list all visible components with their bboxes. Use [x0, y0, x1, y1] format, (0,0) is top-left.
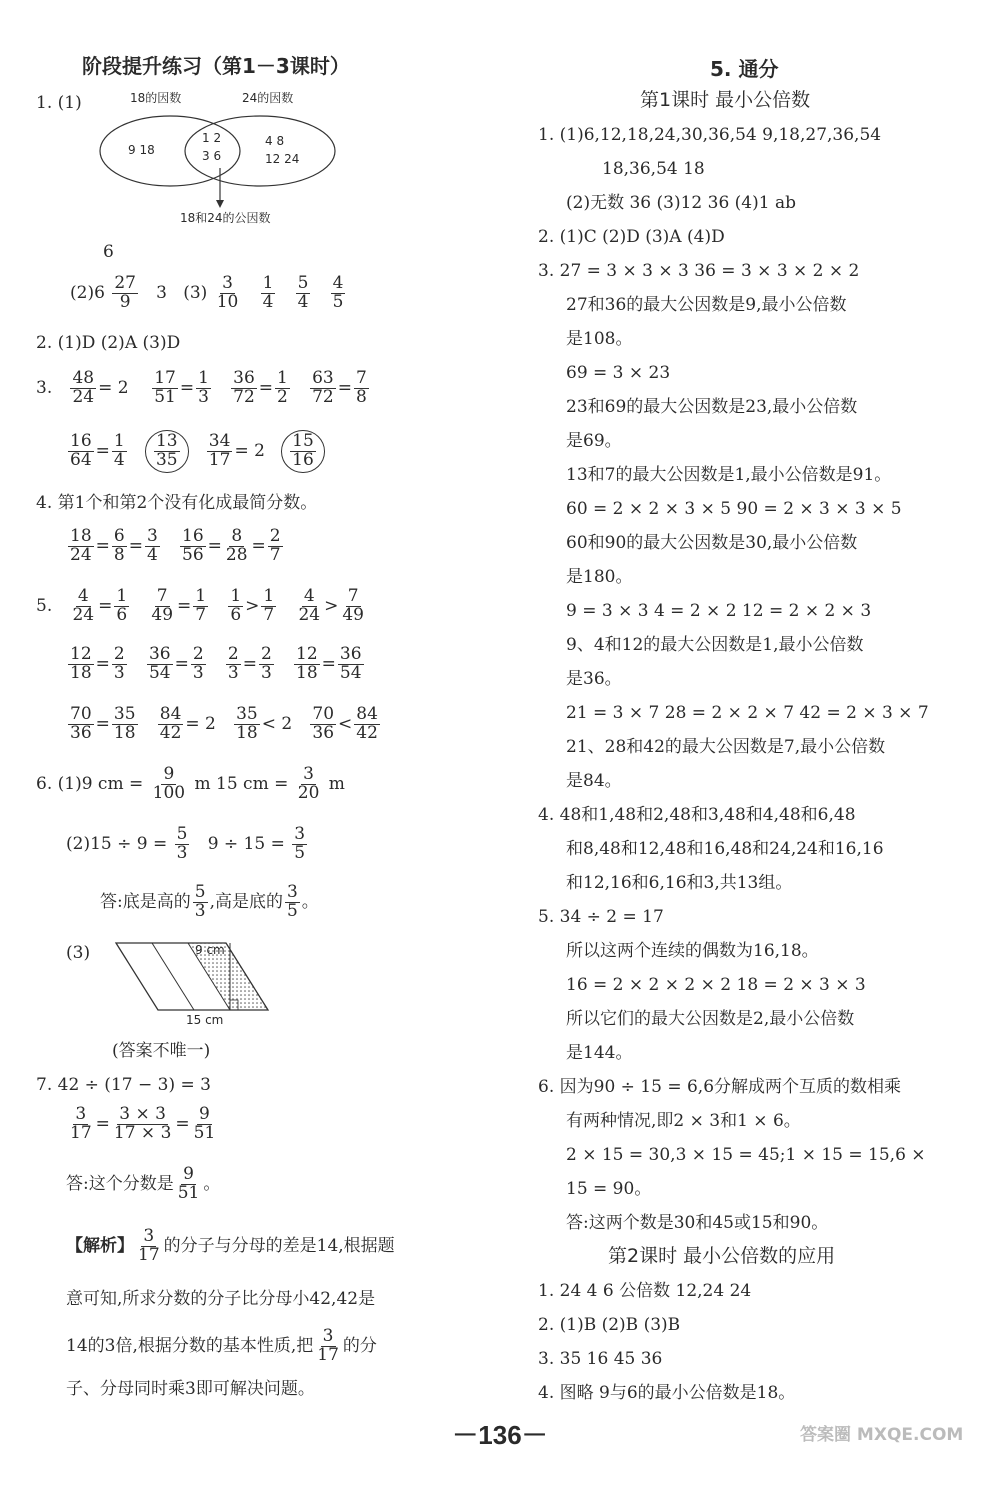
q3-row2: $\frac{16}{64}$ = $\frac{1}{4}$ $\frac{13}{35}$ $\frac{34}{17}$ = 2 $\frac{15}{16}$ — [66, 430, 325, 473]
lesson2-title: 第2课时 最小公倍数的应用 — [608, 1245, 836, 1267]
r2-line-3: 4. 图略 9与6的最小公倍数是18。 — [538, 1383, 796, 1403]
q2-answer: 2. (1)D (2)A (3)D — [36, 333, 181, 353]
q5-row1: 5. $\frac{4}{24}$ = $\frac{1}{6}$ $\frac{7}{49}$ = $\frac{1}{7}$ $\frac{1}{6}$ > $\frac{1}{7}$ $\frac{4}{24}$ > $\frac{7}{49}$ — [36, 586, 364, 625]
r-line-10: 13和7的最大公因数是1,最小公倍数是91。 — [566, 465, 892, 485]
venn-right-1: 4 8 — [265, 134, 285, 148]
section-title: 5. 通分 — [710, 57, 779, 81]
venn-common-2: 3 6 — [202, 149, 222, 163]
q6-2: (2)15 ÷ 9 = $\frac{5}{3}$ 9 ÷ 15 = $\frac{3}{5}$ — [66, 824, 306, 863]
r-line-11: 60 = 2 × 2 × 3 × 5 90 = 2 × 3 × 3 × 5 — [566, 499, 902, 519]
r-line-28: 6. 因为90 ÷ 15 = 6,6分解成两个互质的数相乘 — [538, 1077, 902, 1097]
r-line-9: 是69。 — [566, 431, 622, 451]
venn-common-1: 1 2 — [202, 131, 222, 145]
r-line-27: 是144。 — [566, 1043, 633, 1063]
r-line-0: 1. (1)6,12,18,24,30,36,54 9,18,27,36,54 — [538, 125, 882, 145]
r-line-4: 3. 27 = 3 × 3 × 3 36 = 3 × 3 × 2 × 2 — [538, 261, 860, 281]
r-line-24: 所以这两个连续的偶数为16,18。 — [566, 941, 819, 961]
q6-note: (答案不唯一) — [112, 1041, 211, 1061]
r2-line-2: 3. 35 16 45 36 — [538, 1349, 663, 1369]
q4-text: 4. 第1个和第2个没有化成最简分数。 — [36, 493, 318, 513]
r-line-13: 是180。 — [566, 567, 633, 587]
r-line-22: 和12,16和6,16和3,共13组。 — [566, 873, 793, 893]
q5-row3: $\frac{70}{36}$ = $\frac{35}{18}$ $\frac{84}{42}$ = 2 $\frac{35}{18}$ < 2 $\frac{70}{36}$ < $\frac{84}{42}$ — [70, 704, 378, 743]
q5-row2: $\frac{12}{18}$ = $\frac{2}{3}$ $\frac{36}{54}$ = $\frac{2}{3}$ $\frac{2}{3}$ = $\frac{2}{3}$ $\frac{12}{18}$ = $\frac{36}{54}$ — [70, 644, 362, 683]
left-title: 阶段提升练习（第1－3课时） — [82, 54, 350, 78]
q6-1: 6. (1)9 cm = $\frac{9}{100}$ m 15 cm = $\frac{3}{20}$ m — [36, 764, 345, 803]
venn-right-2: 12 24 — [265, 152, 300, 166]
r-line-8: 23和69的最大公因数是23,最小公倍数 — [566, 397, 858, 417]
r-line-25: 16 = 2 × 2 × 2 × 2 18 = 2 × 3 × 3 — [566, 975, 866, 995]
r-line-20: 4. 48和1,48和2,48和3,48和4,48和6,48 — [538, 805, 856, 825]
r-line-17: 21 = 3 × 7 28 = 2 × 2 × 7 42 = 2 × 3 × 7 — [566, 703, 929, 723]
jiexi-line1: 【解析】 $\frac{3}{17}$ 的分子与分母的差是14,根据题 — [66, 1226, 395, 1265]
r-line-12: 60和90的最大公因数是30,最小公倍数 — [566, 533, 858, 553]
jiexi-line3: 14的3倍,根据分数的基本性质,把 $\frac{3}{17}$ 的分 — [66, 1326, 377, 1365]
q7-fractions: $\frac{3}{17}$ = $\frac{3 \times 3}{17 \times 3}$ = $\frac{9}{51}$ — [70, 1104, 216, 1143]
q1-label: 1. (1) — [36, 93, 82, 113]
r-line-19: 是84。 — [566, 771, 622, 791]
q1-2-3-row: (2)6 $\frac{27}{9}$ 3 (3) $\frac{3}{10}$ $\frac{1}{4}$ $\frac{5}{4}$ $\frac{4}{5}$ — [70, 273, 344, 312]
r2-line-1: 2. (1)B (2)B (3)B — [538, 1315, 681, 1335]
venn-left-only: 9 18 — [128, 143, 155, 157]
r-line-15: 9、4和12的最大公因数是1,最小公倍数 — [566, 635, 864, 655]
r-line-31: 15 = 90。 — [566, 1179, 652, 1199]
r-line-32: 答:这两个数是30和45或15和90。 — [566, 1213, 829, 1233]
r-line-16: 是36。 — [566, 669, 622, 689]
watermark: 答案圈 MXQE.COM — [800, 1425, 964, 1445]
r-line-21: 和8,48和12,48和16,48和24,24和16,16 — [566, 839, 884, 859]
r-line-3: 2. (1)C (2)D (3)A (4)D — [538, 227, 725, 247]
venn-common-label: 18和24的公因数 — [180, 211, 271, 225]
r-line-18: 21、28和42的最大公因数是7,最小公倍数 — [566, 737, 886, 757]
jiexi-line2: 意可知,所求分数的分子比分母小42,42是 — [66, 1289, 376, 1309]
q6-answer: 答:底是高的 $\frac{5}{3}$ ,高是底的 $\frac{3}{5}$ 。 — [100, 882, 319, 921]
venn-left-label: 18的因数 — [130, 91, 182, 105]
q6-3-label: (3) — [66, 943, 91, 963]
q3-row1: 3. $\frac{48}{24}$ = 2 $\frac{17}{51}$ = $\frac{1}{3}$ $\frac{36}{72}$ = $\frac{1}{2}$ $\frac{63}{72}$ = $\frac{7}{8}$ — [36, 368, 367, 407]
r-line-7: 69 = 3 × 23 — [566, 363, 671, 383]
q6-figure-height-label: 9 cm — [195, 943, 225, 957]
r-line-29: 有两种情况,即2 × 3和1 × 6。 — [566, 1111, 801, 1131]
q1-answer: 6 — [103, 242, 114, 262]
r-line-26: 所以它们的最大公因数是2,最小公倍数 — [566, 1009, 855, 1029]
r-line-1: 18,36,54 18 — [602, 159, 705, 179]
lesson1-title: 第1课时 最小公倍数 — [640, 89, 811, 111]
r2-line-0: 1. 24 4 6 公倍数 12,24 24 — [538, 1281, 752, 1301]
q4-fractions: $\frac{18}{24}$ = $\frac{6}{8}$ = $\frac{3}{4}$ $\frac{16}{56}$ = $\frac{8}{28}$ = $\frac{2}{7}$ — [70, 526, 281, 565]
r-line-2: (2)无数 36 (3)12 36 (4)1 ab — [566, 193, 796, 213]
r-line-6: 是108。 — [566, 329, 633, 349]
q6-figure-base-label: 15 cm — [186, 1013, 224, 1027]
r-line-23: 5. 34 ÷ 2 = 17 — [538, 907, 664, 927]
r-line-5: 27和36的最大公因数是9,最小公倍数 — [566, 295, 847, 315]
venn-right-label: 24的因数 — [242, 91, 294, 105]
q7-line1: 7. 42 ÷ (17 − 3) = 3 — [36, 1075, 211, 1095]
jiexi-line4: 子、分母同时乘3即可解决问题。 — [66, 1379, 315, 1399]
page-number: －136－ — [452, 1420, 548, 1450]
r-line-30: 2 × 15 = 30,3 × 15 = 45;1 × 15 = 15,6 × — [566, 1145, 926, 1165]
r-line-14: 9 = 3 × 3 4 = 2 × 2 12 = 2 × 2 × 3 — [566, 601, 872, 621]
q7-answer: 答:这个分数是 $\frac{9}{51}$ 。 — [66, 1164, 221, 1203]
